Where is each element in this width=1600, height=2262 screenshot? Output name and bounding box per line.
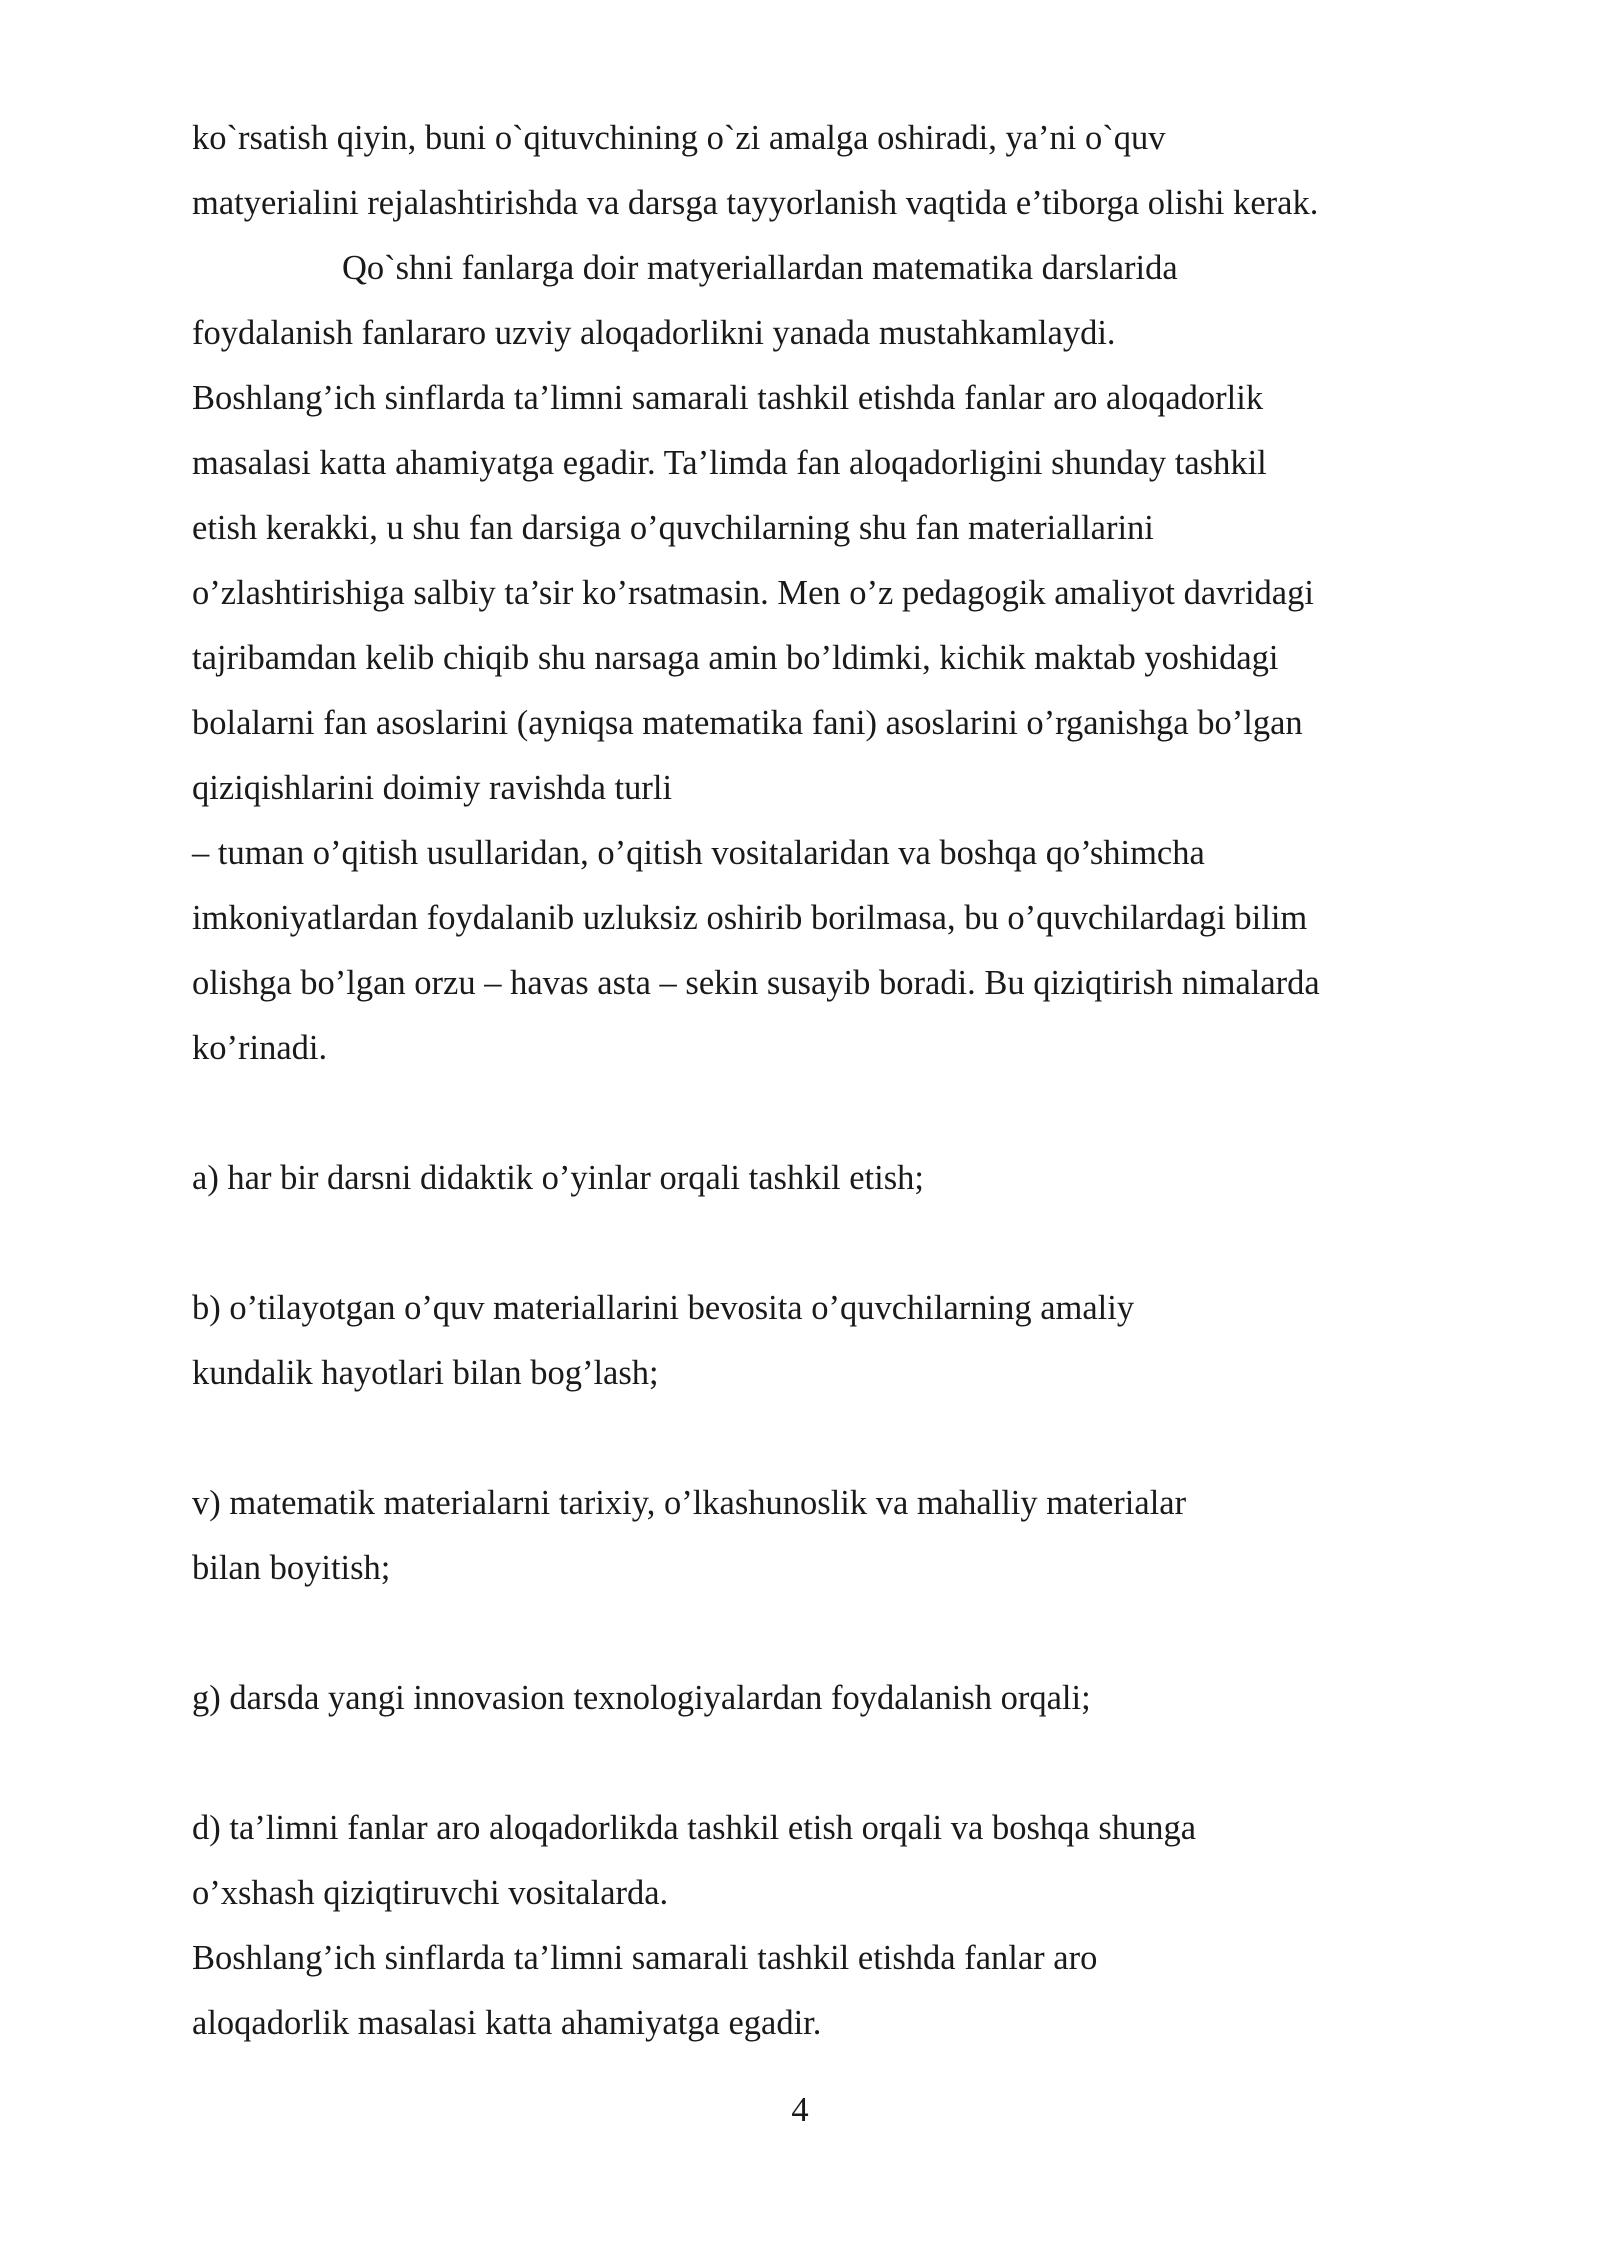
text-line: olishga bo’lgan orzu – havas asta – sekin susayib boradi. Bu qiziqtirish nimalarda	[192, 964, 1320, 1002]
text-line: imkoniyatlardan foydalanib uzluksiz oshirib borilmasa, bu o’quvchilardagi bilim	[192, 899, 1308, 937]
text-line: bolalarni fan asoslarini (ayniqsa matematika fani) asoslarini o’rganishga bo’lgan	[192, 704, 1303, 742]
list-item-g: g) darsda yangi innovasion texnologiyalardan foydalanish orqali;	[192, 1679, 1091, 1717]
text-line: Boshlang’ich sinflarda ta’limni samarali tashkil etishda fanlar aro aloqadorlik	[192, 379, 1264, 417]
list-item-v: v) matematik materialarni tarixiy, o’lkashunoslik va mahalliy materialar	[192, 1484, 1187, 1522]
text-line: matyerialini rejalashtirishda va darsga tayyorlanish vaqtida e’tiborga olishi kerak.	[192, 184, 1319, 222]
text-line: foydalanish fanlararo uzviy aloqadorlikni yanada mustahkamlaydi.	[192, 314, 1116, 352]
text-line: tajribamdan kelib chiqib shu narsaga amin bo’ldimki, kichik maktab yoshidagi	[192, 639, 1279, 677]
list-item-a: a) har bir darsni didaktik o’yinlar orqali tashkil etish;	[192, 1159, 924, 1197]
list-item-d: d) ta’limni fanlar aro aloqadorlikda tashkil etish orqali va boshqa shunga	[192, 1809, 1197, 1847]
text-line: etish kerakki, u shu fan darsiga o’quvchilarning shu fan materiallarini	[192, 509, 1154, 547]
text-line: aloqadorlik masalasi katta ahamiyatga egadir.	[192, 2004, 822, 2042]
page-number: 4	[791, 2091, 809, 2129]
list-item-v-continuation: bilan boyitish;	[192, 1549, 391, 1587]
text-line: qiziqishlarini doimiy ravishda turli	[192, 769, 673, 807]
indented-text-line: Qo`shni fanlarga doir matyeriallardan matematika darslarida	[342, 249, 1178, 287]
list-item-b: b) o’tilayotgan o’quv materiallarini bevosita o’quvchilarning amaliy	[192, 1289, 1135, 1327]
text-line: – tuman o’qitish usullaridan, o’qitish vositalaridan va boshqa qo’shimcha	[192, 834, 1205, 872]
text-line: o’zlashtirishiga salbiy ta’sir ko’rsatmasin. Men o’z pedagogik amaliyot davridagi	[192, 574, 1314, 612]
list-item-b-continuation: kundalik hayotlari bilan bog’lash;	[192, 1354, 659, 1392]
text-line: masalasi katta ahamiyatga egadir. Ta’limda fan aloqadorligini shunday tashkil	[192, 444, 1267, 482]
text-line: Boshlang’ich sinflarda ta’limni samarali tashkil etishda fanlar aro	[192, 1939, 1098, 1977]
list-item-d-continuation: o’xshash qiziqtiruvchi vositalarda.	[192, 1874, 669, 1912]
text-line: ko`rsatish qiyin, buni o`qituvchining o`zi amalga oshiradi, ya’ni o`quv	[192, 119, 1166, 157]
text-line: ko’rinadi.	[192, 1029, 328, 1067]
